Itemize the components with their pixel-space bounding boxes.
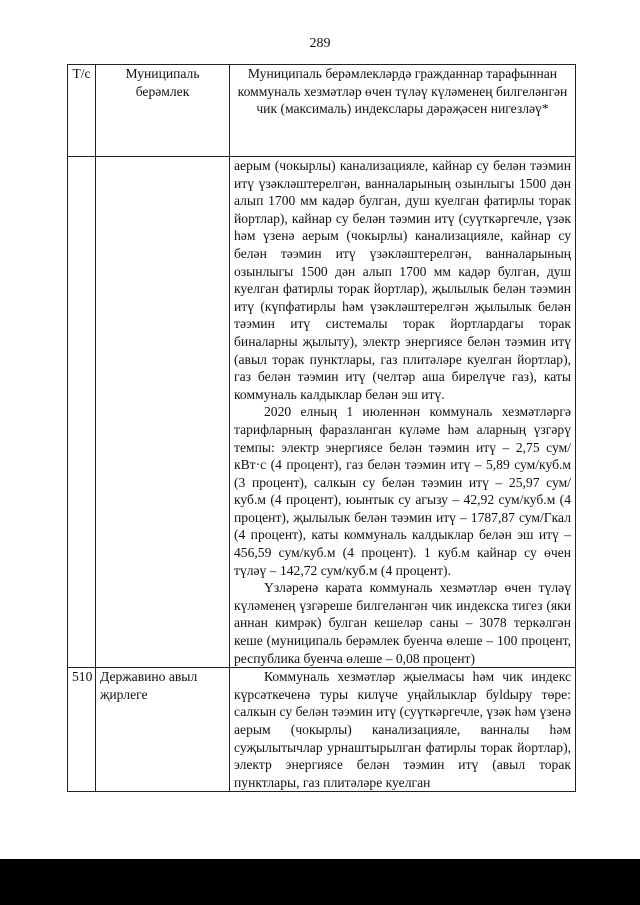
row-municipality: Державино авыл җирлеге [96, 668, 230, 792]
row-number [68, 157, 96, 668]
table-row [68, 668, 576, 792]
justification-paragraph: Үзләренә карата коммуналь хезмәтләр өчен түләү күләменең үзгәреше билгеләнгән чик индекска тигез (яки аннан кимрәк) булган кешеләр саны – 3078 теркәлгән кеше (муниципаль берәмлек буенча өлеше – 100 процент, республика буенча өлеше – 0,08 процент) [234, 580, 571, 666]
municipal-index-table [67, 64, 576, 792]
justification-paragraph: 2020 елның 1 июленнән коммуналь хезмәтләргә тарифларның фаразланган күләме һәм аларның үзгәрү темпы: электр энергиясе белән тәэмин итү – 2,75 сум/кВт·с (4 процент), газ белән тәэмин итү – 5,89 сум/куб.м (3 процент), салкын су белән тәэмин итү – 25,97 сум/куб.м (4 процент), юынтык су агызу – 42,92 сум/куб.м (4 процент), җылылык белән тәэмин итү – 1787,87 сум/Гкал (4 процент), каты коммуналь калдыклар белән эш итү – 456,59 сум/куб.м (4 процент). 1 куб.м кайнар су өчен түләү – 142,72 сум/куб.м (4 процент). [234, 404, 571, 578]
header-municipality: Муниципаль берәмлек [96, 65, 230, 157]
row-municipality [96, 157, 230, 668]
table-header-row [68, 65, 576, 157]
table-row [68, 157, 576, 668]
row-justification [230, 668, 576, 792]
header-index-justification: Муниципаль берәмлекләрдә гражданнар тарафыннан коммуналь хезмәтләр өчен түләү күләменең билгеләнгән чик (максималь) индекслары дәрәҗәсен нигезләү* [230, 65, 576, 157]
justification-paragraph: аерым (чокырлы) канализацияле, кайнар су белән тәэмин итү үзәкләштерелгән, ванналарының озынлыгы 1500 дән алып 1700 мм кадәр булган, душ куелган фатирлы торак йортлар), кайнар су белән тәэмин итү (суүткәргечле, үзәк һәм үзенә аерым (чокырлы) канализацияле, кайнар су белән тәэмин итү үзәкләштерелгән, ванналарының озынлыгы 1500 дән алып 1700 мм кадәр булган, душ куелган фатирлы торак йортлар), җылылык белән тәэмин итү (күпфатирлы һәм үзәкләштерелгән җылылык белән тәэмин итү системалы торак йортлардагы торак биналарны җылыту), электр энергиясе белән тәэмин итү (авыл торак пунктлары, газ плитәләре куелган йортлар), газ белән тәэмин итү (челтәр аша бирелүче газ), каты коммуналь калдыклар белән эш итү. [234, 158, 571, 402]
justification-paragraph: Коммуналь хезмәтләр җыелмасы һәм чик индекс күрсәткеченә туры килүче уңайлыклар буldыру төре: салкын су белән тәэмин итү (суүткәргечле, үзәк һәм үзенә аерым (чокырлы) канализацияле, ванналы һәм суҗылытычлар урнаштырылган фатирлы торак йортлар), электр энергиясе белән тәэмин итү (авыл торак пунктлары, газ плитәләре куелган [234, 669, 571, 790]
row-justification [230, 157, 576, 668]
page-number: 289 [309, 36, 331, 51]
row-number: 510 [68, 668, 96, 792]
header-number: Т/с [68, 65, 96, 157]
scan-edge-bar [0, 859, 640, 905]
